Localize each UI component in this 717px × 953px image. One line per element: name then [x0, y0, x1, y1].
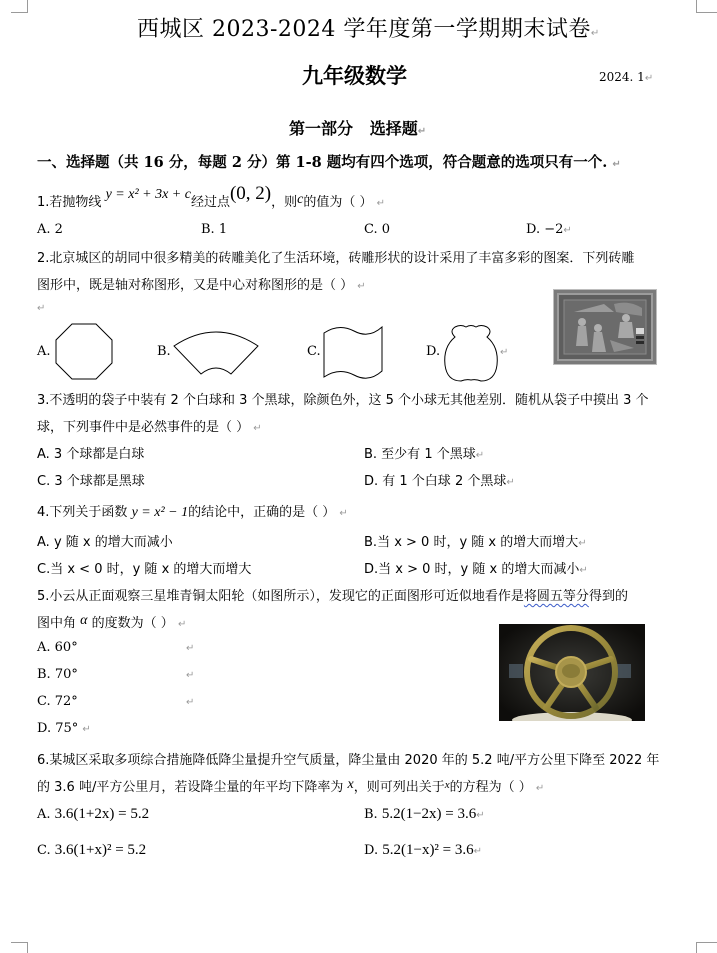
exam-title — [137, 12, 600, 43]
paragraph-mark-icon: ↵ — [579, 565, 588, 576]
q6-option-a[interactable] — [37, 806, 149, 823]
octagon-shape[interactable] — [54, 323, 114, 380]
option-condition: 当 x < 0 时， — [50, 562, 133, 577]
q1-option-c[interactable]: C. 0 — [364, 222, 391, 237]
paragraph-mark-icon: ↵ — [417, 126, 427, 137]
question-text: ，则 — [271, 195, 298, 210]
question-text: 的 3.6 吨/平方公里月，若设降尘量的年平均下降率为 — [37, 780, 344, 795]
crop-mark-bottom-right — [696, 942, 717, 953]
option-text: y 随 x 的增大而减小 — [53, 535, 173, 550]
question-number: 5. — [37, 589, 50, 604]
formula: 3.6(1+x)² = 5.2 — [54, 842, 147, 858]
question-text: 球，下列事件中是必然事件的是（ ） — [37, 420, 250, 435]
q5-option-b[interactable]: B. 70° — [37, 667, 78, 682]
section-heading — [37, 151, 621, 172]
formula: y = x² − 1 — [131, 505, 189, 520]
question-number: 1. — [37, 195, 50, 210]
q6-option-c[interactable] — [37, 842, 146, 859]
q4-option-c[interactable] — [37, 558, 251, 577]
option-label: C. — [37, 562, 51, 577]
formula: 5.2(1−x)² = 3.6 — [382, 842, 474, 858]
option-label: D. — [364, 843, 379, 858]
q2-option-b-label[interactable]: B. — [157, 344, 171, 359]
q3-option-b[interactable] — [364, 443, 484, 462]
variable: α — [80, 613, 88, 628]
q4-option-a[interactable] — [37, 531, 173, 550]
option-text: y 随 x 的增大而增大 — [132, 562, 252, 577]
question-6-line-2 — [37, 776, 544, 796]
q3-option-a[interactable]: A. 3 个球都是白球 — [37, 447, 145, 462]
paragraph-mark-icon: ↵ — [506, 477, 515, 488]
q5-option-c[interactable]: C. 72° — [37, 694, 78, 709]
section-heading-text: 一、选择题（共 16 分，每题 2 分）第 1-8 题均有四个选项，符合题意的选项只有一个. — [37, 154, 608, 171]
option-text: B. 至少有 1 个黑球 — [364, 447, 476, 462]
crop-mark-bottom-left — [11, 942, 28, 953]
fan-sector-shape[interactable] — [172, 328, 260, 376]
exam-date — [599, 70, 653, 84]
option-text: D. −2 — [526, 222, 564, 237]
option-text: D. 75° — [37, 721, 79, 736]
variable: x — [444, 779, 450, 791]
question-text: 下列关于函数 — [49, 505, 128, 520]
question-text: 某城区采取多项综合措施降低降尘量提升空气质量，降尘量由 2020 年的 5.2 吨/平方公里下降至 2022 年 — [49, 753, 660, 768]
paragraph-mark-icon: ↵ — [253, 423, 262, 434]
variable: x — [347, 777, 354, 792]
paragraph-mark-icon: ↵ — [612, 159, 621, 170]
q1-option-b[interactable]: B. 1 — [201, 222, 228, 237]
q2-option-d-label[interactable]: D. — [426, 344, 441, 359]
question-text: 的值为（ ） — [303, 195, 373, 210]
question-text: 小云从正面观察三星堆青铜太阳轮（如图所示），发现它的正面图形可近似地看作是 — [49, 589, 524, 604]
paragraph-mark-icon: ↵ — [186, 697, 195, 708]
paragraph-mark-icon: ↵ — [475, 450, 485, 461]
q5-option-d[interactable] — [37, 721, 91, 736]
q1-option-d[interactable] — [526, 222, 572, 237]
paragraph-mark-icon: ↵ — [37, 303, 46, 314]
brick-carving-photo — [553, 289, 657, 365]
question-6-line-1 — [37, 749, 659, 768]
option-label: A. — [37, 535, 50, 550]
question-text: 的结论中，正确的是（ ） — [188, 505, 336, 520]
part-heading-text: 第一部分 选择题 — [289, 119, 418, 138]
paragraph-mark-icon: ↵ — [476, 810, 485, 821]
gourd-shape[interactable] — [441, 323, 501, 383]
question-4 — [37, 501, 348, 521]
point-coordinates: (0, 2) — [229, 183, 272, 204]
q2-option-c-label[interactable]: C. — [307, 344, 321, 359]
q3-option-c[interactable]: C. 3 个球都是黑球 — [37, 474, 145, 489]
paragraph-mark-icon: ↵ — [578, 538, 587, 549]
option-text: y 随 x 的增大而增大 — [459, 535, 579, 550]
q2-option-a-label[interactable]: A. — [37, 344, 51, 359]
paragraph-mark-icon: ↵ — [357, 281, 366, 292]
question-text: 的度数为（ ） — [91, 616, 174, 631]
question-3-line-2 — [37, 416, 262, 435]
paragraph-mark-icon: ↵ — [339, 508, 348, 519]
question-5-line-2 — [37, 612, 186, 632]
option-condition: 当 x > 0 时， — [377, 535, 460, 550]
q3-option-d[interactable] — [364, 470, 515, 489]
question-text: 得到的 — [588, 589, 628, 604]
paragraph-mark-icon: ↵ — [177, 619, 187, 630]
question-text: 若抛物线 — [49, 195, 102, 210]
paragraph-mark-icon: ↵ — [473, 846, 483, 857]
exam-title-text: 西城区 2023-2024 学年度第一学期期末试卷 — [137, 17, 591, 42]
question-number: 3. — [37, 393, 50, 408]
paragraph-mark-icon: ↵ — [376, 198, 386, 209]
part-heading — [289, 116, 426, 139]
question-2-line-1 — [37, 247, 634, 266]
option-label: A. — [37, 807, 51, 822]
question-text: 北京城区的胡同中很多精美的砖雕美化了生活环境，砖雕形状的设计采用了丰富多彩的图案．下列砖雕 — [49, 251, 635, 266]
option-label: C. — [37, 843, 51, 858]
q6-option-d[interactable] — [364, 842, 482, 859]
question-number: 4. — [37, 505, 50, 520]
paragraph-mark-icon: ↵ — [82, 724, 91, 735]
question-text: 经过点 — [190, 195, 230, 210]
option-label: B. — [364, 807, 378, 822]
spellcheck-underlined-text: 将圆五等分 — [523, 589, 589, 604]
question-text: 不透明的袋子中装有 2 个白球和 3 个黑球，除颜色外，这 5 个小球无其他差别．随机从袋子中摸出 3 个 — [49, 393, 649, 408]
question-number: 2. — [37, 251, 50, 266]
question-number: 6. — [37, 753, 50, 768]
question-text: 的方程为（ ） — [449, 780, 532, 795]
wavy-flag-shape[interactable] — [322, 325, 384, 381]
exam-subtitle: 九年级数学 — [302, 64, 407, 88]
question-1 — [37, 183, 386, 212]
variable: c — [297, 192, 304, 207]
option-text: y 随 x 的增大而减小 — [460, 562, 580, 577]
paragraph-mark-icon: ↵ — [535, 783, 545, 794]
option-label: D. — [364, 562, 379, 577]
paragraph-mark-icon: ↵ — [644, 73, 654, 84]
question-text: 图形中，既是轴对称图形，又是中心对称图形的是（ ） — [37, 278, 354, 293]
paragraph-mark-icon: ↵ — [500, 347, 509, 358]
question-text: ，则可列出关于 — [353, 780, 445, 795]
q5-option-a[interactable]: A. 60° — [37, 640, 78, 655]
paragraph-mark-icon: ↵ — [590, 28, 600, 39]
paragraph-mark-icon: ↵ — [563, 225, 572, 236]
option-text: D. 有 1 个白球 2 个黑球 — [364, 474, 507, 489]
crop-mark-top-right — [696, 0, 717, 13]
formula: y = x² + 3x + c — [105, 187, 191, 202]
crop-mark-top-left — [11, 0, 28, 13]
formula: 5.2(1−2x) = 3.6 — [381, 806, 477, 822]
question-2-line-2 — [37, 274, 366, 293]
option-condition: 当 x > 0 时， — [378, 562, 461, 577]
q1-option-a[interactable]: A. 2 — [37, 222, 63, 237]
option-label: B. — [364, 535, 378, 550]
paragraph-mark-icon: ↵ — [186, 643, 195, 654]
bronze-sun-wheel-photo — [499, 624, 645, 721]
paragraph-mark-icon: ↵ — [186, 670, 195, 681]
question-5-line-1 — [37, 585, 628, 604]
q6-option-b[interactable] — [364, 806, 485, 823]
q4-option-b[interactable] — [364, 531, 587, 550]
formula: 3.6(1+2x) = 5.2 — [54, 806, 150, 822]
exam-date-text: 2024. 1 — [599, 70, 645, 84]
question-3-line-1 — [37, 389, 649, 408]
q4-option-d[interactable] — [364, 558, 588, 577]
question-text: 图中角 — [37, 616, 77, 631]
